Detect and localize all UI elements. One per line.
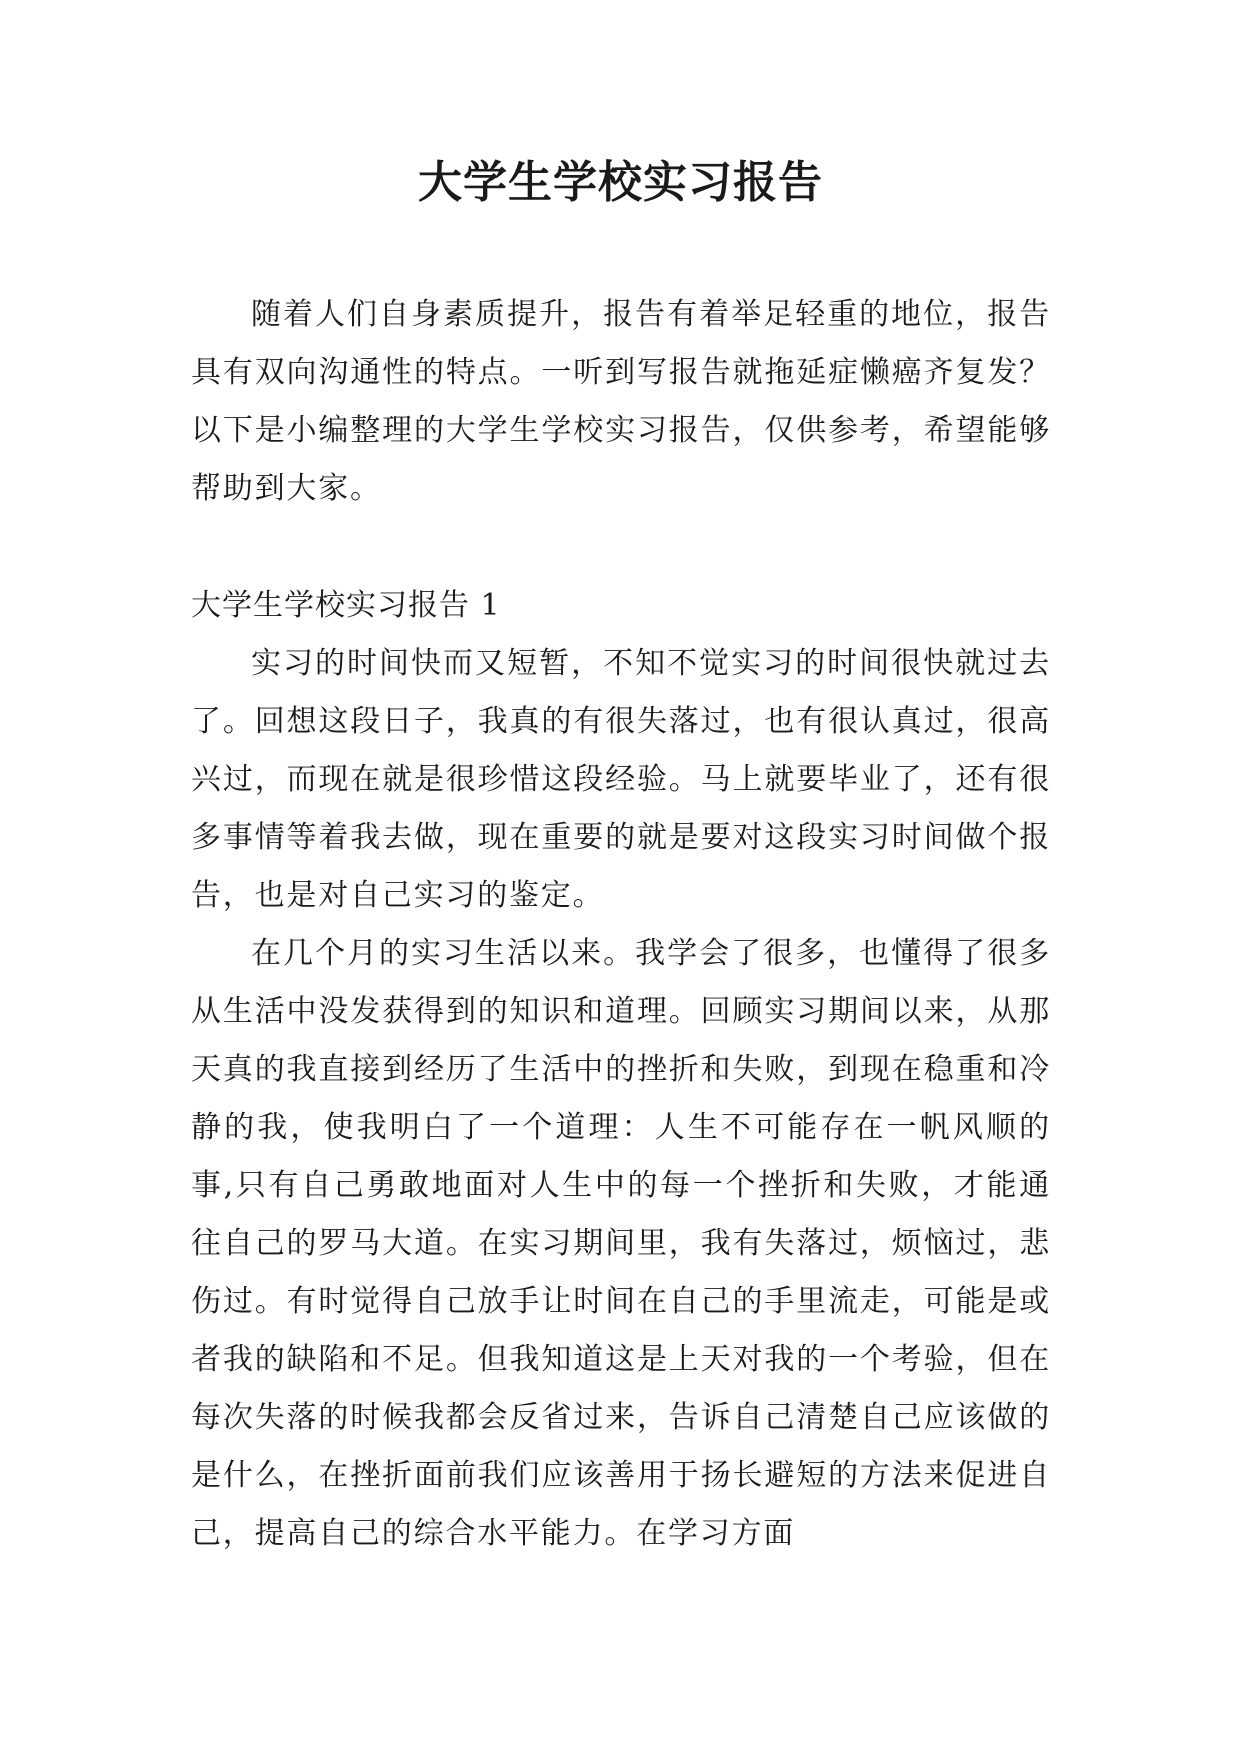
document-title: 大学生学校实习报告 xyxy=(418,157,823,208)
body-paragraph-2: 在几个月的实习生活以来。我学会了很多，也懂得了很多从生活中没发获得到的知识和道理。回顾实习期间以来，从那天真的我直接到经历了生活中的挫折和失败，到现在稳重和冷静的我，使我明白了一个道理：人生不可能存在一帆风顺的事,只有自己勇敢地面对人生中的每一个挫折和失败，才能通往自己的罗马大道。在实习期间里，我有失落过，烦恼过，悲伤过。有时觉得自己放手让时间在自己的手里流走，可能是或者我的缺陷和不足。但我知道这是上天对我的一个考验，但在每次失落的时候我都会反省过来，告诉自己清楚自己应该做的是什么，在挫折面前我们应该善用于扬长避短的方法来促进自己，提高自己的综合水平能力。在学习方面 xyxy=(191,936,1051,1551)
section-spacer xyxy=(191,518,1051,577)
intro-paragraph: 随着人们自身素质提升，报告有着举足轻重的地位，报告具有双向沟通性的特点。一听到写报告就拖延症懒癌齐复发？以下是小编整理的大学生学校实习报告，仅供参考，希望能够帮助到大家。 xyxy=(191,297,1051,506)
body-paragraph-1: 实习的时间快而又短暂，不知不觉实习的时间很快就过去了。回想这段日子，我真的有很失落过，也有很认真过，很高兴过，而现在就是很珍惜这段经验。马上就要毕业了，还有很多事情等着我去做，现在重要的就是要对这段实习时间做个报告，也是对自己实习的鉴定。 xyxy=(191,646,1051,913)
section-heading: 大学生学校实习报告 1 xyxy=(191,588,501,623)
document-body xyxy=(191,286,1051,1563)
